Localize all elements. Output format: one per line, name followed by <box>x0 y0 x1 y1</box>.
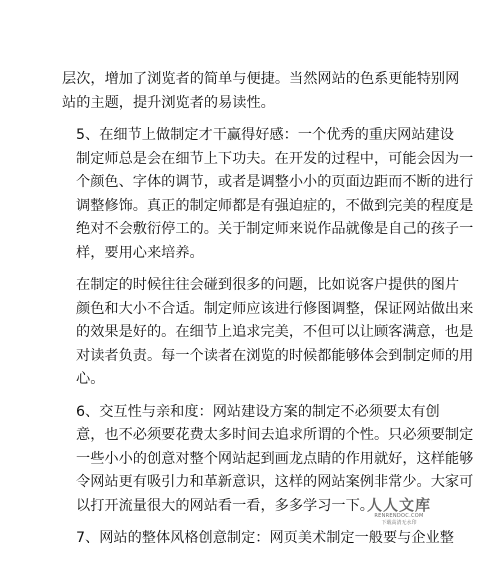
text-line: 调整修饰。真正的制定师都是有强迫症的，不做到完美的程度是 <box>76 197 474 214</box>
watermark-subtitle: 下载高清无水印 <box>381 520 417 526</box>
watermark-url: RENRENDOC.COM <box>374 513 424 519</box>
text-line: 层次，增加了浏览者的简单与便捷。当然网站的色系更能特别网 <box>62 71 460 87</box>
paragraph-intro-continuation <box>62 68 460 115</box>
text-line: 意，也不必须要花费太多时间去追求所谓的个性。只必须要制定 <box>76 427 474 443</box>
text-line: 颜色和大小不合适。制定师应该进行修图调整，保证网站做出来 <box>76 300 474 317</box>
text-line: 心。 <box>76 371 105 387</box>
watermark-logo-text: 人人文库 <box>366 496 431 514</box>
text-line: 6、交互性与亲和度：网站建设方案的制定不必须要太有创 <box>76 403 440 420</box>
paragraph-section-7 <box>62 527 454 551</box>
document-body <box>62 68 474 560</box>
text-line: 7、网站的整体风格创意制定：网页美术制定一般要与企业整 <box>76 530 454 546</box>
text-line: 对读者负责。每一个读者在浏览的时候都能够体会到制定师的用 <box>76 347 474 364</box>
text-line: 在制定的时候往往会碰到很多的问题，比如说客户提供的图片 <box>76 277 460 293</box>
text-line: 个颜色、字体的调节，或者是调整小小的页面边距而不断的进行 <box>76 174 474 190</box>
text-line: 以打开流量很大的网站看一看，多多学习一下。 <box>76 497 374 514</box>
text-line: 样，要用心来培养。 <box>76 244 204 261</box>
text-line: 制定师总是会在细节上下功夫。在开发的过程中，可能会因为一 <box>76 150 474 167</box>
text-line: 站的主题，提升浏览者的易读性。 <box>62 94 275 111</box>
paragraph-section-6 <box>62 401 474 519</box>
text-line: 令网站更有吸引力和革新意识，这样的网站案例非常少。大家可 <box>76 474 474 490</box>
paragraph-section-5 <box>62 124 474 265</box>
text-line: 的效果是好的。在细节上追求完美，不但可以让顾客满意，也是 <box>76 324 474 340</box>
text-line: 5、在细节上做制定才干赢得好感：一个优秀的重庆网站建设 <box>76 127 454 143</box>
text-line: 绝对不会敷衍停工的。关于制定师来说作品就像是自己的孩子一 <box>76 221 474 237</box>
paragraph-section-5-detail <box>62 274 474 392</box>
text-line: 一些小小的创意对整个网站起到画龙点睛的作用就好，这样能够 <box>76 450 474 467</box>
